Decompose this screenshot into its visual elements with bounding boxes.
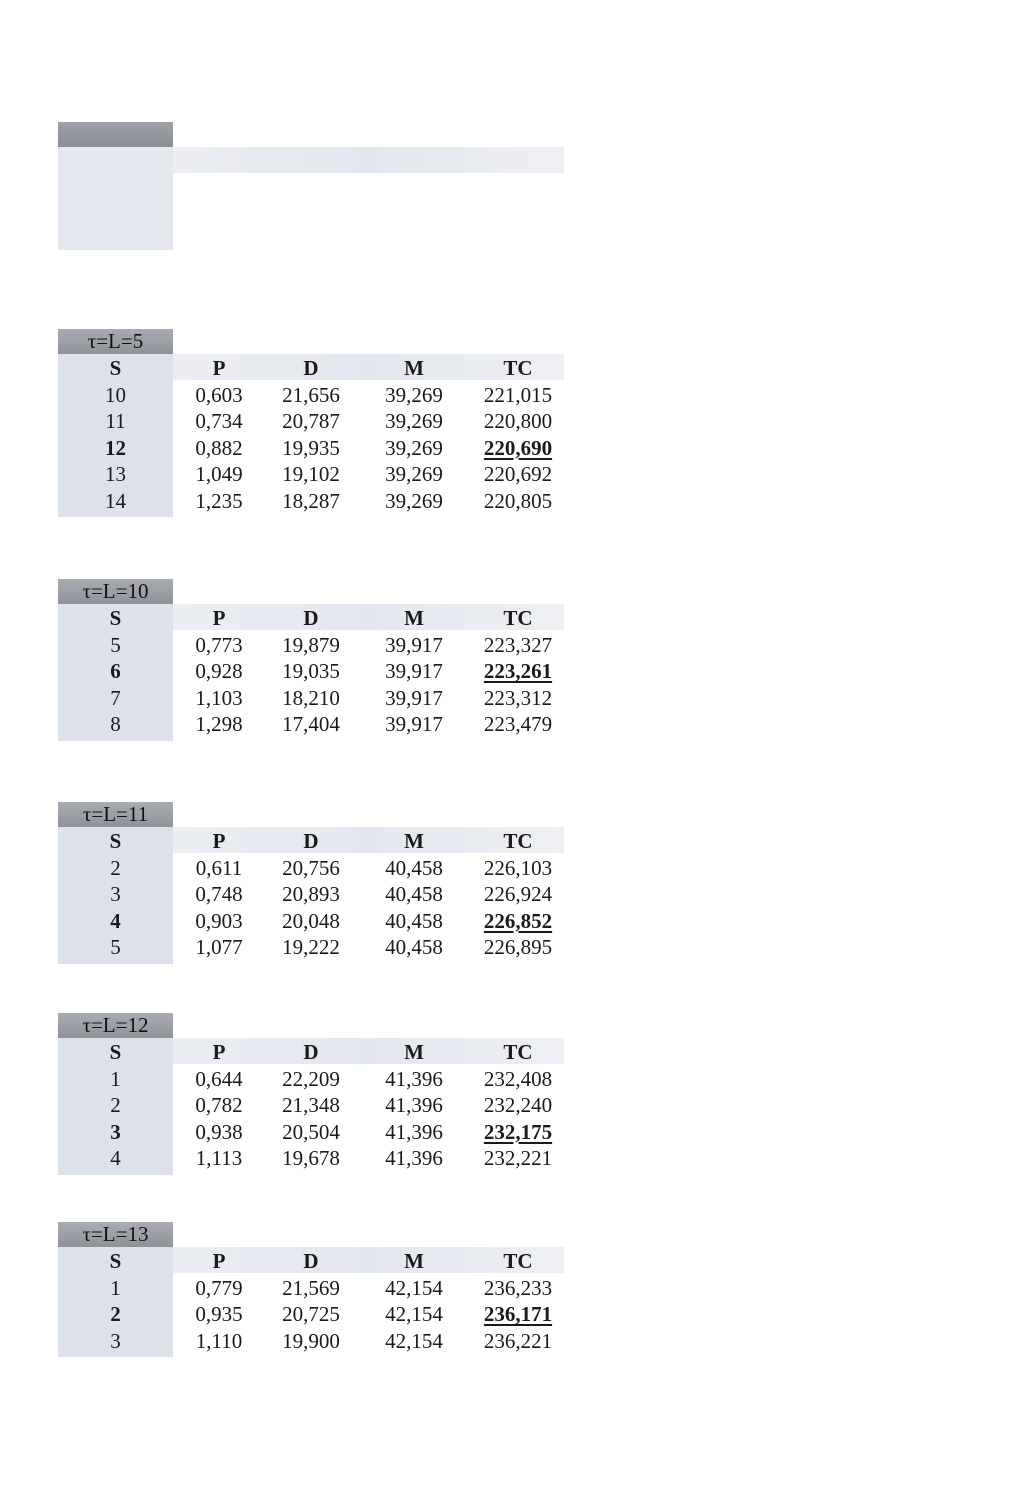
table-title: τ=L=5: [58, 329, 173, 354]
column-header-p: P: [212, 606, 226, 630]
table-header-row: [58, 828, 564, 855]
cell-p: 0,748: [195, 882, 243, 906]
cell-d: 18,210: [282, 685, 340, 710]
cell-p: 0,938: [195, 1119, 243, 1144]
cell-d: 20,048: [282, 908, 340, 933]
table-row: [58, 1328, 564, 1355]
table-row: [58, 711, 564, 738]
table-row: [58, 1092, 564, 1119]
column-header-m: M: [404, 829, 424, 853]
cell-m: 41,396: [385, 1119, 443, 1144]
faded-table-left-column: [58, 147, 173, 250]
cell-p: 1,235: [195, 488, 243, 513]
cell-d: 17,404: [282, 712, 340, 736]
cell-d: 19,935: [282, 435, 340, 460]
cell-m: 42,154: [385, 1328, 443, 1353]
cell-p: 0,644: [195, 1066, 243, 1091]
cell-tc: 220,805: [483, 488, 553, 513]
table-row: [58, 1275, 564, 1302]
cell-tc: 221,015: [483, 382, 553, 407]
cell-p: 0,882: [195, 435, 243, 460]
cell-tc: 220,690: [483, 435, 553, 460]
cell-p: 1,077: [195, 935, 243, 959]
table-title: τ=L=10: [58, 579, 173, 604]
table-row-optimal: [58, 435, 564, 462]
cell-s: 4: [110, 1146, 121, 1170]
cell-d: 18,287: [282, 488, 340, 513]
table-header-row: [58, 1248, 564, 1275]
cell-p: 0,782: [195, 1093, 243, 1117]
table-row-optimal: [58, 658, 564, 685]
cell-tc: 236,171: [483, 1302, 553, 1326]
column-header-tc: TC: [503, 1249, 533, 1273]
column-header-m: M: [404, 1040, 424, 1064]
column-header-s: S: [109, 829, 122, 853]
column-header-s: S: [109, 356, 122, 380]
table-header-row: [58, 605, 564, 632]
cell-m: 39,269: [385, 462, 443, 486]
column-header-d: D: [303, 356, 319, 380]
table-row-optimal: [58, 908, 564, 935]
column-header-m: M: [404, 1249, 424, 1273]
cell-p: 0,903: [195, 908, 243, 933]
cell-m: 40,458: [385, 855, 443, 880]
cell-p: 0,734: [195, 409, 243, 433]
column-header-s: S: [109, 1249, 122, 1273]
cell-p: 1,113: [195, 1146, 243, 1170]
cell-p: 0,773: [195, 632, 243, 657]
cell-d: 19,900: [282, 1328, 340, 1353]
cell-d: 21,656: [282, 382, 340, 407]
cell-s: 8: [110, 712, 121, 736]
table-row: [58, 488, 564, 515]
column-header-m: M: [404, 606, 424, 630]
table-row: [58, 881, 564, 908]
cell-m: 39,917: [385, 712, 443, 736]
cell-tc: 226,895: [483, 935, 553, 959]
cell-d: 19,222: [282, 935, 340, 959]
cell-s: 7: [110, 685, 121, 710]
column-header-m: M: [404, 356, 424, 380]
cell-s: 3: [110, 882, 121, 906]
cell-p: 0,935: [195, 1302, 243, 1326]
cell-d: 21,348: [282, 1093, 340, 1117]
cell-p: 1,103: [195, 685, 243, 710]
cell-s: 13: [105, 462, 126, 486]
cell-p: 0,611: [195, 855, 243, 880]
cell-tc: 232,240: [483, 1093, 553, 1117]
cell-m: 40,458: [385, 908, 443, 933]
cell-s: 1: [110, 1275, 121, 1300]
cell-s: 14: [105, 488, 126, 513]
column-header-p: P: [212, 829, 226, 853]
cell-s: 12: [105, 435, 126, 460]
cell-m: 39,917: [385, 632, 443, 657]
cell-m: 41,396: [385, 1093, 443, 1117]
cell-d: 19,102: [282, 462, 340, 486]
cell-d: 20,504: [282, 1119, 340, 1144]
column-header-s: S: [109, 606, 122, 630]
cell-m: 42,154: [385, 1275, 443, 1300]
cell-p: 1,298: [195, 712, 243, 736]
table-row: [58, 1066, 564, 1093]
table-title: τ=L=12: [58, 1013, 173, 1038]
cell-tc: 232,408: [483, 1066, 553, 1091]
cell-d: 19,879: [282, 632, 340, 657]
cell-p: 0,779: [195, 1275, 243, 1300]
column-header-d: D: [303, 606, 319, 630]
column-header-tc: TC: [503, 606, 533, 630]
cell-tc: 223,261: [483, 659, 553, 683]
cell-s: 2: [110, 855, 121, 880]
cell-m: 39,917: [385, 685, 443, 710]
cell-d: 22,209: [282, 1066, 340, 1091]
cell-m: 42,154: [385, 1302, 443, 1326]
cell-d: 20,893: [282, 882, 340, 906]
cell-d: 19,035: [282, 659, 340, 683]
cell-d: 20,756: [282, 855, 340, 880]
cell-tc: 223,327: [483, 632, 553, 657]
cell-tc: 232,175: [483, 1119, 553, 1144]
cell-tc: 223,312: [483, 685, 553, 710]
cell-m: 41,396: [385, 1066, 443, 1091]
cell-m: 39,269: [385, 488, 443, 513]
cell-d: 21,569: [282, 1275, 340, 1300]
table-row-optimal: [58, 1301, 564, 1328]
column-header-p: P: [212, 1249, 226, 1273]
cell-d: 19,678: [282, 1146, 340, 1170]
column-header-p: P: [212, 356, 226, 380]
cell-m: 39,269: [385, 382, 443, 407]
cell-s: 3: [110, 1328, 121, 1353]
cell-s: 6: [110, 659, 121, 683]
cell-tc: 226,924: [483, 882, 553, 906]
cell-m: 39,269: [385, 409, 443, 433]
table-header-row: [58, 355, 564, 382]
table-row: [58, 855, 564, 882]
cell-tc: 226,852: [483, 908, 553, 933]
cell-m: 39,917: [385, 659, 443, 683]
table-title: τ=L=11: [58, 802, 173, 827]
table-header-row: [58, 1039, 564, 1066]
cell-m: 39,269: [385, 435, 443, 460]
table-row: [58, 934, 564, 961]
column-header-tc: TC: [503, 356, 533, 380]
table-row: [58, 632, 564, 659]
cell-tc: 220,800: [483, 409, 553, 433]
column-header-d: D: [303, 1040, 319, 1064]
cell-tc: 232,221: [483, 1146, 553, 1170]
cell-p: 0,928: [195, 659, 243, 683]
cell-p: 1,110: [195, 1328, 243, 1353]
table-row: [58, 1145, 564, 1172]
cell-s: 2: [110, 1093, 121, 1117]
cell-p: 1,049: [195, 462, 243, 486]
faded-table-header-band: [173, 147, 564, 173]
cell-s: 10: [105, 382, 126, 407]
cell-d: 20,725: [282, 1302, 340, 1326]
faded-table-block: [58, 122, 564, 252]
column-header-tc: TC: [503, 829, 533, 853]
cell-d: 20,787: [282, 409, 340, 433]
column-header-tc: TC: [503, 1040, 533, 1064]
cell-tc: 226,103: [483, 855, 553, 880]
cell-s: 3: [110, 1119, 121, 1144]
cell-p: 0,603: [195, 382, 243, 407]
cell-s: 2: [110, 1302, 121, 1326]
table-row: [58, 685, 564, 712]
faded-table-tag: [58, 122, 173, 147]
cell-s: 4: [110, 908, 121, 933]
cell-s: 1: [110, 1066, 121, 1091]
column-header-s: S: [109, 1040, 122, 1064]
cell-s: 11: [105, 409, 126, 433]
cell-m: 41,396: [385, 1146, 443, 1170]
table-row-optimal: [58, 1119, 564, 1146]
cell-m: 40,458: [385, 882, 443, 906]
column-header-p: P: [212, 1040, 226, 1064]
cell-s: 5: [110, 935, 121, 959]
cell-tc: 236,233: [483, 1275, 553, 1300]
table-row: [58, 408, 564, 435]
table-row: [58, 382, 564, 409]
table-title: τ=L=13: [58, 1222, 173, 1247]
column-header-d: D: [303, 829, 319, 853]
cell-tc: 223,479: [483, 712, 553, 736]
column-header-d: D: [303, 1249, 319, 1273]
table-row: [58, 461, 564, 488]
cell-tc: 220,692: [483, 462, 553, 486]
cell-tc: 236,221: [483, 1328, 553, 1353]
cell-s: 5: [110, 632, 121, 657]
cell-m: 40,458: [385, 935, 443, 959]
